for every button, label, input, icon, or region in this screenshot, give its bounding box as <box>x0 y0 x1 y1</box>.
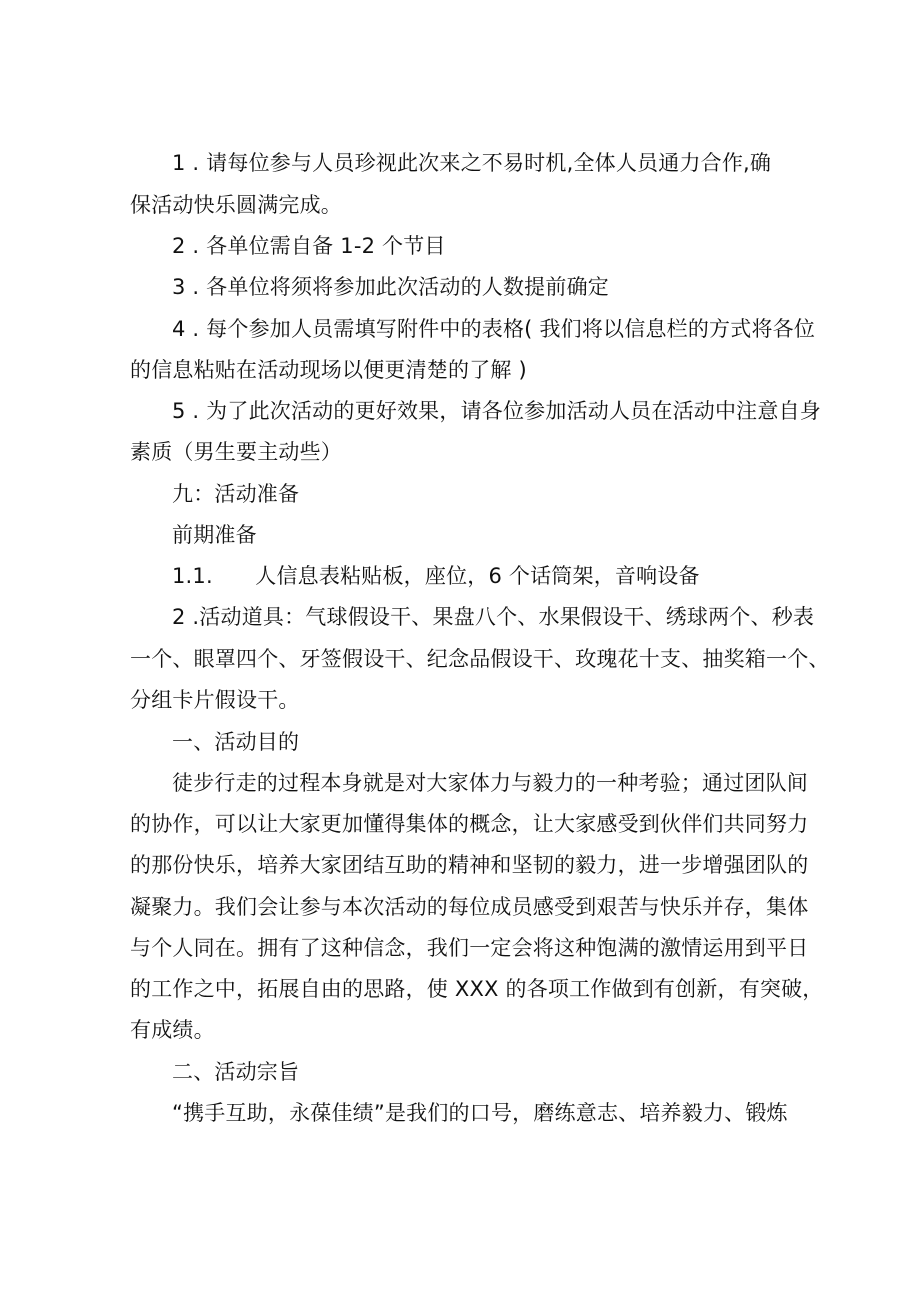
prep-item-2-line-2: 一个、眼罩四个、牙签假设干、纪念品假设干、玫瑰花十支、抽奖箱一个、 <box>130 647 830 671</box>
purpose-line-4: 凝聚力。我们会让参与本次活动的每位成员感受到艰苦与快乐并存，集体 <box>130 895 809 919</box>
purpose-line-2: 的协作，可以让大家更加懂得集体的概念，让大家感受到伙伴们共同努力 <box>130 812 809 836</box>
item-3: 3 . 各单位将须将参加此次活动的人数提前确定 <box>172 275 609 299</box>
purpose-line-5: 与个人同在。拥有了这种信念，我们一定会将这种饱满的激情运用到平日 <box>130 936 809 960</box>
item-1-line-2: 保活动快乐圆满完成。 <box>130 193 342 217</box>
purpose-line-7: 有成绩。 <box>130 1018 215 1042</box>
section-heading-aim: 二、活动宗旨 <box>172 1060 300 1084</box>
prep-item-2-line-3: 分组卡片假设干。 <box>130 688 300 712</box>
prep-item-1: 1.1. 人信息表粘贴板，座位，6 个话筒架，音响设备 <box>172 564 700 588</box>
purpose-line-3: 的那份快乐，培养大家团结互助的精神和坚韧的毅力，进一步增强团队的 <box>130 853 809 877</box>
item-4-line-1: 4 . 每个参加人员需填写附件中的表格( 我们将以信息栏的方式将各位 <box>172 317 816 341</box>
aim-line-1: “携手互助，永葆佳绩”是我们的口号，磨练意志、培养毅力、锻炼 <box>172 1101 788 1125</box>
item-5-line-1: 5 . 为了此次活动的更好效果，请各位参加活动人员在活动中注意自身 <box>172 399 821 423</box>
section-heading-9: 九：活动准备 <box>172 482 300 506</box>
item-4-line-2: 的信息粘贴在活动现场以便更清楚的了解 ) <box>130 358 527 382</box>
section-heading-purpose: 一、活动目的 <box>172 730 300 754</box>
purpose-line-6: 的工作之中，拓展自由的思路，使 XXX 的各项工作做到有创新，有突破， <box>130 977 824 1001</box>
item-2: 2 . 各单位需自备 1-2 个节目 <box>172 234 446 258</box>
item-1-line-1: 1 . 请每位参与人员珍视此次来之不易时机,全体人员通力合作,确 <box>172 151 772 175</box>
purpose-line-1: 徒步行走的过程本身就是对大家体力与毅力的一种考验；通过团队间 <box>172 771 808 795</box>
prep-item-2-line-1: 2 .活动道具：气球假设干、果盘八个、水果假设干、绣球两个、秒表 <box>172 605 815 629</box>
item-5-line-2: 素质（男生要主动些） <box>130 440 342 464</box>
subheading-preparation: 前期准备 <box>172 523 257 547</box>
